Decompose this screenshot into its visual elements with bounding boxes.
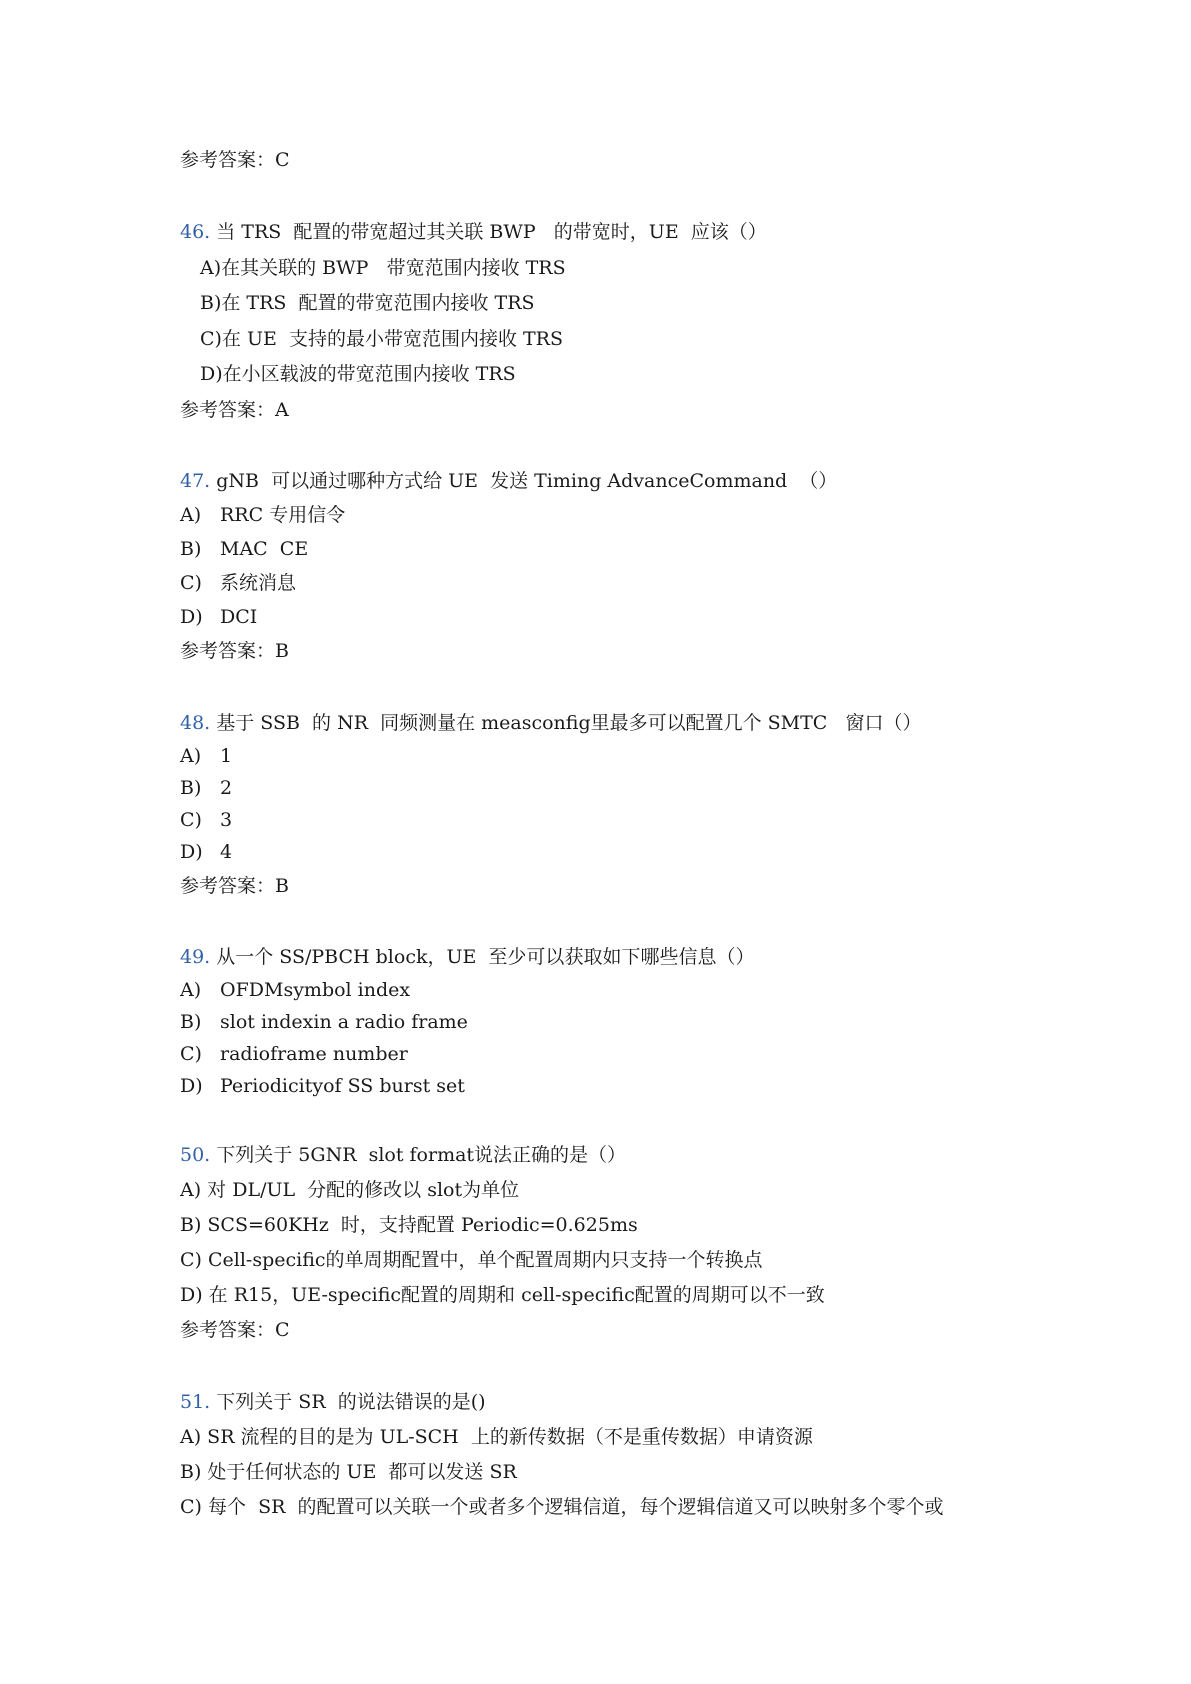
option-letter: B) [180, 538, 202, 560]
question-50 [180, 1143, 626, 1167]
answer-line [180, 398, 289, 422]
option-line [180, 571, 296, 595]
option-line: D) 在 R15，UE-specific配置的周期和 cell-specific配置的周期可以不一致 [180, 1284, 825, 1306]
option-text: radioframe number [220, 1043, 408, 1065]
option-letter: C) [180, 809, 202, 831]
answer-value: B [275, 875, 289, 897]
option-line: B) 处于任何状态的 UE 都可以发送 SR [180, 1461, 517, 1483]
question-number: 46. [180, 221, 211, 243]
option-line [180, 744, 232, 768]
question-number: 50. [180, 1144, 211, 1166]
option-line [180, 776, 232, 800]
option-letter: D) [180, 841, 203, 863]
option-letter: B) [180, 1011, 202, 1033]
question-stem: 下列关于 5GNR slot format说法正确的是（） [210, 1144, 627, 1166]
option-line: A)在其关联的 BWP 带宽范围内接收 TRS [200, 257, 566, 279]
answer-label: 参考答案： [180, 399, 276, 421]
answer-label: 参考答案： [180, 149, 276, 171]
question-number: 47. [180, 470, 211, 492]
answer-value: A [275, 399, 289, 421]
option-letter: D) [180, 606, 203, 628]
question-number: 49. [180, 946, 211, 968]
option-text: slot indexin a radio frame [220, 1011, 468, 1033]
option-line [180, 808, 232, 832]
question-stem: 基于 SSB 的 NR 同频测量在 measconfig里最多可以配置几个 SMTC 窗口（） [210, 712, 922, 734]
option-line [180, 503, 345, 527]
answer-value: C [275, 1319, 290, 1341]
option-text: OFDMsymbol index [220, 979, 411, 1001]
answer-line [180, 639, 289, 663]
question-stem: 从一个 SS/PBCH block，UE 至少可以获取如下哪些信息（） [210, 946, 755, 968]
answer-label: 参考答案： [180, 875, 276, 897]
option-letter: A) [180, 979, 202, 1001]
option-text: Periodicityof SS burst set [220, 1075, 465, 1097]
option-letter: D) [180, 1075, 203, 1097]
option-letter: A) [180, 504, 202, 526]
option-text: 3 [220, 809, 233, 831]
option-line: A) SR 流程的目的是为 UL-SCH 上的新传数据（不是重传数据）申请资源 [180, 1426, 813, 1448]
option-text: 2 [220, 777, 233, 799]
question-46 [180, 220, 767, 244]
answer-value: B [275, 640, 289, 662]
option-text: 1 [220, 745, 233, 767]
question-number: 48. [180, 712, 211, 734]
question-stem: 当 TRS 配置的带宽超过其关联 BWP 的带宽时，UE 应该（） [210, 221, 767, 243]
option-line [180, 1074, 465, 1098]
option-line [180, 1010, 468, 1034]
answer-line [180, 1318, 290, 1342]
answer-label: 参考答案： [180, 640, 276, 662]
question-stem: 下列关于 SR 的说法错误的是() [210, 1391, 486, 1413]
question-47 [180, 469, 837, 493]
option-text: DCI [220, 606, 258, 628]
option-text: MAC CE [220, 538, 309, 560]
option-line: C) Cell-specific的单周期配置中，单个配置周期内只支持一个转换点 [180, 1249, 763, 1271]
question-49 [180, 945, 754, 969]
option-line [180, 840, 232, 864]
option-letter: A) [180, 745, 202, 767]
option-line: A) 对 DL/UL 分配的修改以 slot为单位 [180, 1179, 520, 1201]
question-51 [180, 1390, 486, 1414]
option-line [180, 1042, 408, 1066]
answer-value: C [275, 149, 290, 171]
answer-line [180, 874, 289, 898]
option-letter: B) [180, 777, 202, 799]
option-text: 4 [220, 841, 233, 863]
option-text: 系统消息 [220, 572, 297, 594]
answer-label: 参考答案： [180, 1319, 276, 1341]
option-line [180, 605, 257, 629]
option-line: D)在小区载波的带宽范围内接收 TRS [200, 363, 516, 385]
option-text: RRC 专用信令 [220, 504, 346, 526]
question-number: 51. [180, 1391, 211, 1413]
option-line: C) 每个 SR 的配置可以关联一个或者多个逻辑信道，每个逻辑信道又可以映射多个零个或 [180, 1496, 944, 1518]
option-letter: C) [180, 572, 202, 594]
option-letter: C) [180, 1043, 202, 1065]
answer-line [180, 148, 290, 172]
option-line: C)在 UE 支持的最小带宽范围内接收 TRS [200, 328, 563, 350]
option-line: B)在 TRS 配置的带宽范围内接收 TRS [200, 292, 535, 314]
question-48 [180, 711, 921, 735]
option-line [180, 978, 410, 1002]
question-stem: gNB 可以通过哪种方式给 UE 发送 Timing AdvanceCommand （） [210, 470, 838, 492]
option-line: B) SCS=60KHz 时，支持配置 Periodic=0.625ms [180, 1214, 638, 1236]
option-line [180, 537, 308, 561]
